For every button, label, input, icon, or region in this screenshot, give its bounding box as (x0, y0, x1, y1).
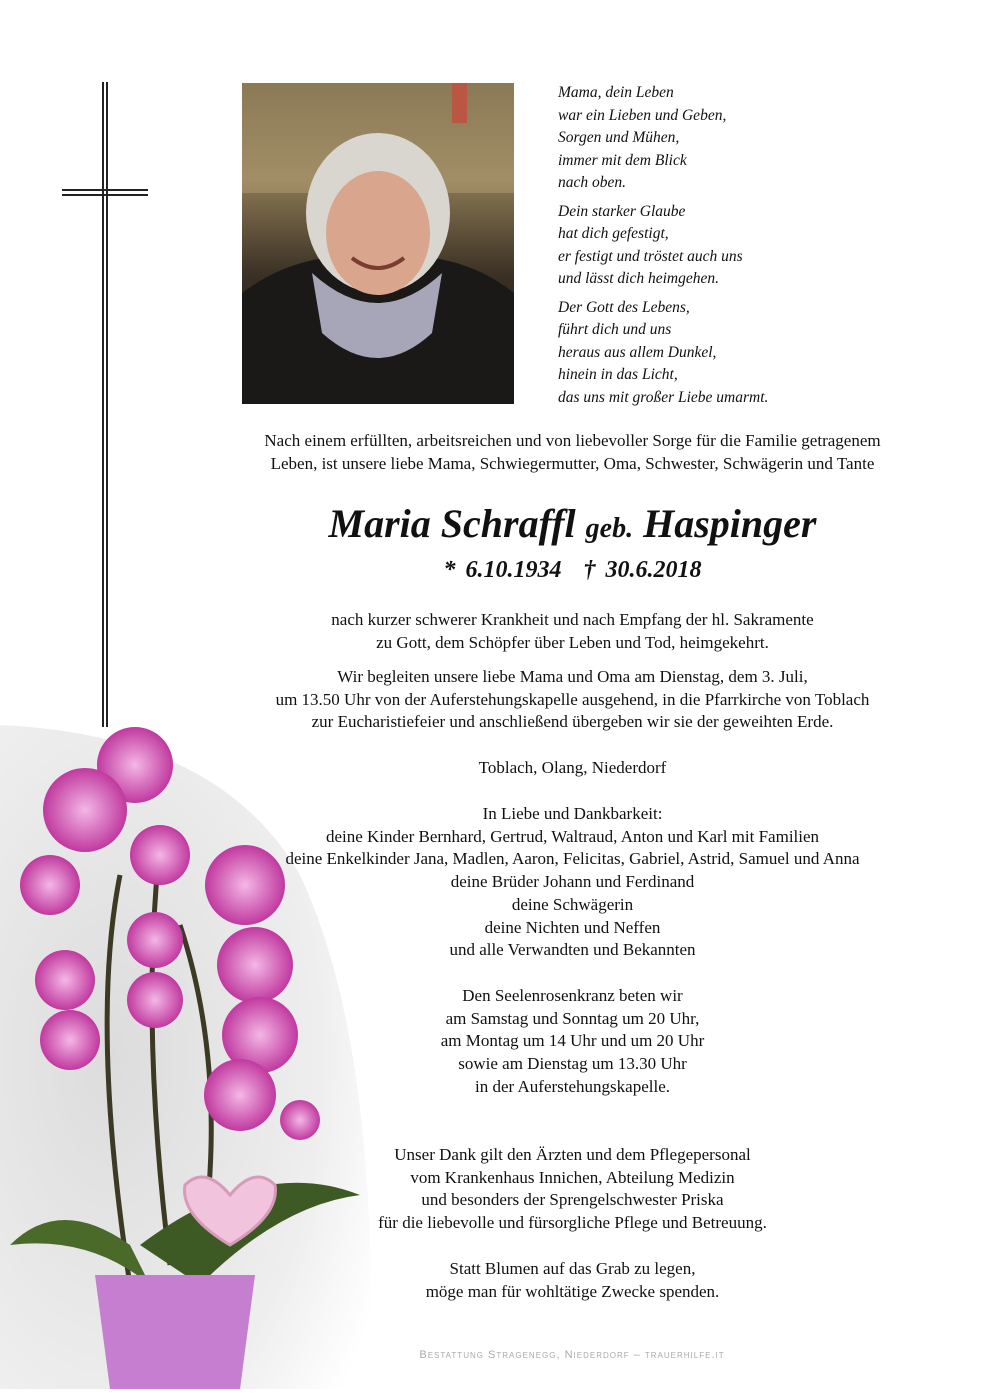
places: Toblach, Olang, Niederdorf (478, 758, 667, 777)
text-line: und besonders der Sprengelschwester Priska (421, 1190, 724, 1210)
text-line: deine Kinder Bernhard, Gertrud, Waltraud, Anton und Karl mit Familien (325, 826, 820, 846)
text-line: vom Krankenhaus Innichen, Abteilung Medizin (410, 1167, 735, 1187)
poem-stanza (558, 82, 768, 195)
cross-icon (102, 82, 108, 727)
text-line: Unser Dank gilt den Ärzten und dem Pflegepersonal (394, 1145, 751, 1164)
text-line: für die liebevolle und fürsorgliche Pflege und Betreuung. (378, 1213, 767, 1233)
funeral-text (210, 666, 935, 734)
geb-label: geb. (585, 513, 634, 544)
donation-text (210, 1258, 935, 1303)
text-line: deine Brüder Johann und Ferdinand (450, 872, 695, 892)
text-line: Den Seelenrosenkranz beten wir (462, 986, 683, 1005)
deceased-name (210, 500, 935, 547)
poem-line: und lässt dich heimgehen. (558, 270, 720, 287)
poem (558, 82, 768, 415)
text-line: zur Eucharistiefeier und anschließend übergeben wir sie der geweihten Erde. (311, 712, 834, 732)
intro-text (210, 430, 935, 475)
death-date: † 30.6.2018 (583, 557, 702, 583)
text-line: in der Auferstehungskapelle. (475, 1076, 670, 1096)
portrait-photo (242, 83, 514, 404)
poem-line: führt dich und uns (558, 321, 672, 338)
poem-line: er festigt und tröstet auch uns (558, 247, 743, 265)
poem-line: immer mit dem Blick (558, 151, 687, 169)
poem-line: Sorgen und Mühen, (558, 129, 680, 146)
birth-date: * 6.10.1934 (443, 557, 562, 583)
poem-line: Mama, dein Leben (558, 84, 674, 101)
poem-line: Der Gott des Lebens, (558, 298, 690, 316)
maiden-name: Haspinger (643, 501, 817, 546)
life-dates (210, 557, 935, 584)
text-line: sowie am Dienstag um 13.30 Uhr (458, 1054, 687, 1074)
text-line: möge man für wohltätige Zwecke spenden. (425, 1281, 720, 1301)
text-line: deine Nichten und Neffen (484, 917, 661, 937)
poem-stanza (558, 297, 768, 410)
text-line: am Samstag und Sonntag um 20 Uhr, (445, 1008, 700, 1028)
poem-stanza (558, 201, 768, 291)
text-line: zu Gott, dem Schöpfer über Leben und Tod, heimgekehrt. (376, 632, 769, 652)
poem-line: hat dich gefestigt, (558, 225, 669, 242)
text-line: und alle Verwandten und Bekannten (449, 940, 696, 960)
text-line: deine Schwägerin (511, 894, 634, 914)
footer-credit: Bestattung Stragenegg, Niederdorf – trauerhilfe.it (419, 1349, 725, 1361)
poem-line: Dein starker Glaube (558, 202, 686, 220)
text-line: In Liebe und Dankbarkeit: (482, 804, 663, 823)
passing-text (210, 609, 935, 654)
mourners (210, 803, 935, 962)
text-line: Nach einem erfüllten, arbeitsreichen und von liebevoller Sorge für die Familie getragenem (264, 431, 881, 450)
poem-line: hinein in das Licht, (558, 366, 678, 383)
text-line: Statt Blumen auf das Grab zu legen, (449, 1259, 696, 1278)
poem-line: heraus aus allem Dunkel, (558, 343, 717, 361)
text-line: deine Enkelkinder Jana, Madlen, Aaron, Felicitas, Gabriel, Astrid, Samuel und Anna (285, 849, 860, 869)
rosary-text (210, 985, 935, 1099)
text-line: am Montag um 14 Uhr und um 20 Uhr (440, 1031, 705, 1051)
poem-line: nach oben. (558, 174, 627, 191)
poem-line: war ein Lieben und Geben, (558, 106, 727, 124)
text-line: Wir begleiten unsere liebe Mama und Oma am Dienstag, dem 3. Juli, (337, 667, 808, 686)
name: Maria Schraffl (328, 501, 576, 546)
text-line: nach kurzer schwerer Krankheit und nach Empfang der hl. Sakramente (331, 610, 814, 629)
poem-line: das uns mit großer Liebe umarmt. (558, 388, 769, 406)
text-line: Leben, ist unsere liebe Mama, Schwiegermutter, Oma, Schwester, Schwägerin und Tante (270, 453, 875, 473)
thanks-text (210, 1144, 935, 1235)
cross-bar (62, 189, 148, 196)
text-line: um 13.50 Uhr von der Auferstehungskapelle ausgehend, in die Pfarrkirche von Toblach (275, 689, 870, 709)
